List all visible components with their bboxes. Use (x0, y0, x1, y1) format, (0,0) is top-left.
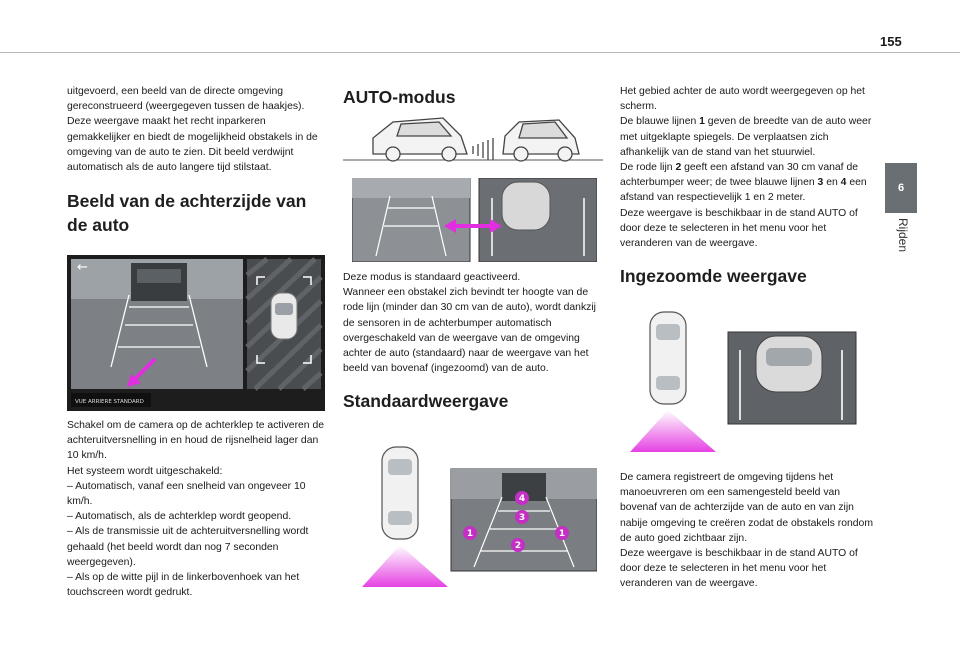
marker-label: 3 (518, 513, 526, 523)
sensor-waves-icon (473, 138, 493, 160)
screen-caption: VUE ARRIERE STANDARD (75, 399, 144, 405)
marker-label: 1 (466, 529, 474, 539)
zoom-view-body (620, 470, 875, 592)
marker-label: 1 (558, 529, 566, 539)
intro-paragraph: uitgevoerd, een beeld van de directe omgeving gereconstrueerd (weergegeven tussen de haakjes). Deze weergave maakt het recht inparkeren gemakkelijker en biedt de mogelijkheid obstakels in de omgeving van de auto te zien. Dit beeld verdwijnt automatisch als de auto langere tijd stilstaat. (67, 86, 318, 174)
page-number: 155 (880, 34, 902, 49)
rear-camera-screen-figure (67, 255, 325, 411)
column-middle (343, 85, 603, 109)
red-line-paragraph: De rode lijn 2 geeft een afstand van 30 cm vanaf de achterbumper weer; de twee blauwe lijnen 3 en 4 een afstand van respectievelijk 1 en 2 meter. (620, 162, 867, 204)
body-line: Deze weergave is beschikbaar in de stand AUTO of door deze te selecteren in het menu voor het veranderen van de weergave. (620, 548, 858, 590)
chapter-label: Rijden (896, 218, 910, 253)
switch-arrows-icon (444, 219, 502, 233)
marker-label: 4 (518, 494, 526, 504)
body-line: – Automatisch, als de achterklep wordt geopend. (67, 511, 292, 523)
body-line: – Als de transmissie uit de achteruitversnelling wordt gehaald (het beeld wordt dan nog 7 seconden weergegeven). (67, 526, 309, 568)
body-line: Deze weergave is beschikbaar in de stand AUTO of door deze te selecteren in het menu voor het veranderen van de weergave. (620, 207, 858, 250)
heading-auto-mode: AUTO-modus (343, 87, 456, 107)
camera-beam (362, 545, 448, 587)
standard-view-figure (352, 445, 597, 593)
back-arrow-icon: ← (77, 260, 88, 275)
car-icon (373, 118, 467, 161)
camera-beam (630, 410, 716, 452)
body-line: Het systeem wordt uitgeschakeld: (67, 465, 223, 477)
car-icon (503, 120, 579, 161)
heading-zoom-view: Ingezoomde weergave (620, 266, 807, 287)
column-right (620, 84, 875, 288)
body-line: Schakel om de camera op de achterklep te activeren de achteruitversnelling in en houd de rijsnelheid lager dan 10 km/h. (67, 420, 325, 462)
body-line: De camera registreert de omgeving tijdens het manoeuvreren om een samengesteld beeld van bovenaf van de achterzijde van de auto en van zijn nabije omgeving te creëren zodat de obstakels rondom de auto goed zichtbaar zijn. (620, 472, 873, 544)
zoom-view-figure (620, 310, 860, 456)
blue-lines-paragraph: De blauwe lijnen 1 geven de breedte van de auto weer met uitgeklapte spiegels. De verplaatsen zich afhankelijk van de stand van het stuurwiel. (620, 116, 872, 158)
auto-mode-body (343, 270, 603, 413)
parking-cars-illustration (343, 110, 603, 165)
body-line: Wanneer een obstakel zich bevindt ter hoogte van de rode lijn (minder dan 30 cm van de auto), wordt dankzij de sensoren in de achterbumper automatisch overgeschakeld van de weergave van de omgeving achter de auto (standaard) naar de weergave van het beeld van bovenaf (ingezoomd) van de auto. (343, 287, 596, 375)
heading-rear-view: Beeld van de achterzijde van de auto (67, 191, 307, 236)
body-line: – Als op de witte pijl in de linkerbovenhoek van het touchscreen wordt gedrukt. (67, 572, 300, 599)
body-line: Het gebied achter de auto wordt weergegeven op het scherm. (620, 86, 865, 113)
top-view-car-icon (271, 293, 297, 339)
rear-view-body (67, 418, 325, 600)
body-line: Deze modus is standaard geactiveerd. (343, 272, 521, 283)
body-line: – Automatisch, vanaf een snelheid van ongeveer 10 km/h. (67, 480, 306, 508)
marker-label: 2 (514, 541, 522, 551)
auto-mode-switch-figure (352, 178, 597, 262)
header-rule (0, 52, 960, 53)
column-left (67, 84, 325, 237)
heading-standard-view: Standaardweergave (343, 391, 509, 412)
chapter-tab: 6 (885, 163, 917, 213)
